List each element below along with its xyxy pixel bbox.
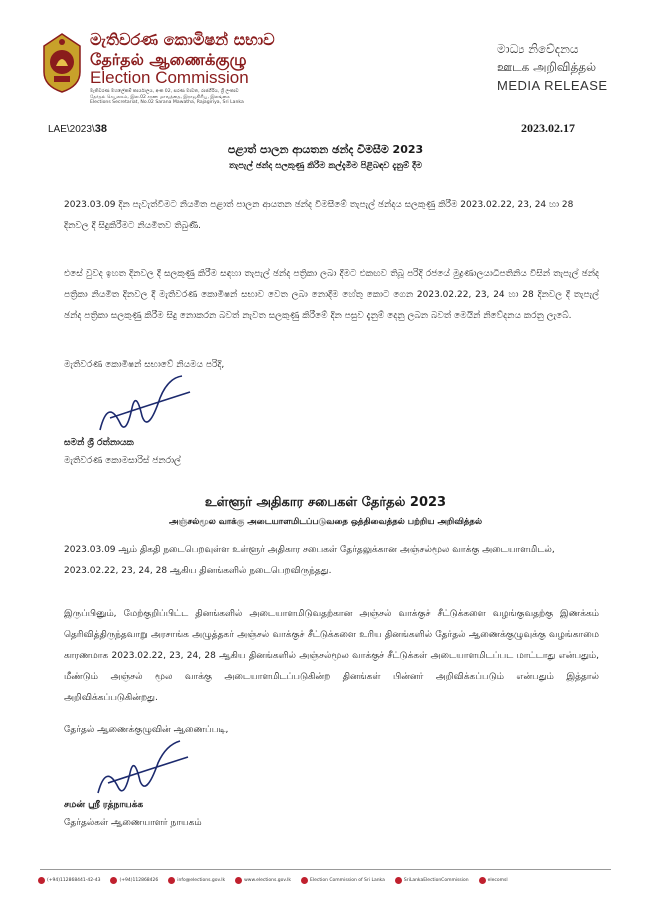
tamil-subtitle: அஞ்சல்மூல வாக்கு அடையாளமிடப்படுவதை ஒத்திவைத்தல் பற்றிய அறிவித்தல் [168, 517, 483, 527]
sinhala-subtitle: තැපැල් ඡන්ද සලකුණු කිරීම කල්දැමීම පිළිබඳව දැනුම් දීම [228, 161, 423, 171]
reference-value: 38 [94, 123, 107, 135]
media-release-english: MEDIA RELEASE [497, 78, 608, 93]
phone-icon [38, 877, 45, 884]
email-icon [168, 877, 175, 884]
tamil-signatory-title: தேர்தல்கள் ஆணையாளர் நாயகம் [64, 818, 202, 828]
footer-email[interactable] [168, 877, 225, 884]
web-icon [235, 877, 242, 884]
footer-fax [110, 877, 158, 884]
org-name-sinhala: මැතිවරණ කොමිෂන් සභාව [90, 30, 275, 49]
address-line-tamil: தேர்தல் செயலகம், இல.02 சரண மாவத்தை, இராஜகிரிய, இலங்கை [90, 95, 230, 100]
address-line-sinhala: මැතිවරණ මහලේකම් කාර්යාලය, අංක 02, සරණ මාවත, රාජගිරිය, ශ්‍රී ලංකාව [90, 89, 239, 94]
sinhala-title: පළාත් පාලන ආයතන ඡන්ද විමසීම 2023 [227, 143, 424, 156]
signature-sinhala [90, 368, 205, 438]
twitter-icon [479, 877, 486, 884]
sri-lanka-emblem-icon [40, 32, 84, 94]
sinhala-signatory-title: මැතිවරණ කොමසාරිස් ජනරාල් [64, 456, 181, 466]
footer-facebook-text[interactable]: Election Commission of Sri Lanka [310, 877, 385, 883]
facebook-icon [301, 877, 308, 884]
release-date: 2023.02.17 [521, 121, 575, 135]
footer-contacts [38, 874, 618, 886]
footer-facebook[interactable] [301, 877, 385, 884]
footer-email-text[interactable]: info@elections.gov.lk [177, 877, 226, 883]
sinhala-paragraph-1: 2023.03.09 දින පැවැත්වීමට නියමිත පළාත් පාලන ආයතන ඡන්ද විමසීමේ තැපැල් ඡන්දය සලකුණු කිරීම 2023.02.22, 23, 24 හා 28 දිනවල දී සිදුකිරීමට නියමිතව තිබුණි. [64, 200, 574, 231]
footer-phone [38, 877, 100, 884]
footer-twitter-text[interactable]: elecomsl [487, 877, 508, 883]
sinhala-paragraph-2: එසේ වුවද ඉහත දිනවල දී සලකුණු කිරීම සඳහා තැපැල් ඡන්ද පත්‍රිකා ලබා දීමට එකඟව තිබූ පරිදි රජයේ මුද්‍රණාලයාධිපතිනිය විසින් තැපැල් ඡන්ද පත්‍රිකා නියමිත දිනවල දී මැතිවරණ කොමිෂන් සභාව වෙත ලබා නොදීම හේතු කොට ගෙන 2023.02.22, 23, 24 හා 28 දිනවල දී තැපැල් ඡන්ද පත්‍රිකා සලකුණු කිරීම සිදු නොකරන බවත් නැවත සලකුණු කිරීමේ දින පසුව දැනුම් දෙනු ලබන බවත් මෙයින් නිවේදනය කරනු ලැබේ. [64, 269, 599, 321]
address-line-english: Elections Secretariat, No.02 Sarana Mawatha, Rajagiriya, Sri Lanka [90, 100, 244, 105]
footer-fax-text: (+94)112868426 [119, 877, 159, 883]
signature-tamil [88, 735, 203, 801]
reference-number [48, 123, 107, 135]
tamil-signatory-name: சமன் ஸ்ரீ ரத்நாயக்க [64, 800, 144, 810]
media-release-sinhala: මාධ්‍ය නිවේදනය [497, 42, 579, 56]
sinhala-signatory-name: සමන් ශ්‍රී රත්නායක [64, 438, 134, 448]
footer-twitter[interactable] [479, 877, 508, 884]
org-name-tamil: தேர்தல் ஆணைக்குழு [90, 50, 247, 69]
org-name-english: Election Commission [90, 68, 249, 87]
tamil-paragraph-2: இருப்பினும், மேற்குறிப்பிட்ட தினங்களில் அடையாளமிடுவதற்கான அஞ்சல் வாக்குச் சீட்டுக்களை வழங்குவதற்கு இணக்கம் தெரிவித்திருந்தவாறு அரசாங்க அழுத்தகர் அஞ்சல் வாக்குச் சீட்டுக்களை உரிய தினங்களில் தேர்தல் ஆணைக்குழுவுக்கு வழங்காமை காரணமாக 2023.02.22, 23, 24, 28 ஆகிய தினங்களில் அஞ்சல்மூல வாக்குச் சீட்டுக்கள் அடையாளமிடப்பட மாட்டாது என்பதும், மீண்டும் அஞ்சல் மூல வாக்கு அடையாளமிடப்படுகின்ற தினங்கள் பின்னர் அறிவிக்கப்படும் என்பதும் இத்தால் அறிவிக்கப்படுகின்றது. [64, 609, 599, 703]
tamil-paragraph-1: 2023.03.09 ஆம் திகதி நடைபெறவுள்ள உள்ளூர் அதிகார சபைகள் தேர்தலுக்கான அஞ்சல்மூல வாக்கு அடையாளமிடல், 2023.02.22, 23, 24, 28 ஆகிய தினங்களில் நடைபெறவிருந்தது. [64, 545, 555, 576]
footer-facebook-page[interactable] [395, 877, 469, 884]
sinhala-paragraph-3: මැතිවරණ කොමිෂන් සභාවේ නියමය පරිදි, [64, 360, 225, 370]
reference-prefix: LAE\2023\ [48, 124, 95, 135]
footer-website[interactable] [235, 877, 291, 884]
media-release-tamil: ஊடக அறிவித்தல் [497, 60, 597, 74]
footer-phone-text: (+94)112868441-42-43 [47, 877, 101, 883]
footer-website-text[interactable]: www.elections.gov.lk [244, 877, 292, 883]
fax-icon [110, 877, 117, 884]
tamil-paragraph-3: தேர்தல் ஆணைக்குழுவின் ஆணைப்படி, [64, 725, 229, 735]
facebook-page-icon [395, 877, 402, 884]
tamil-title: உள்ளூர் அதிகார சபைகள் தேர்தல் 2023 [204, 495, 447, 510]
footer-divider [40, 869, 611, 870]
footer-facebook-page-text[interactable]: SriLankaElectionCommission [403, 877, 469, 883]
